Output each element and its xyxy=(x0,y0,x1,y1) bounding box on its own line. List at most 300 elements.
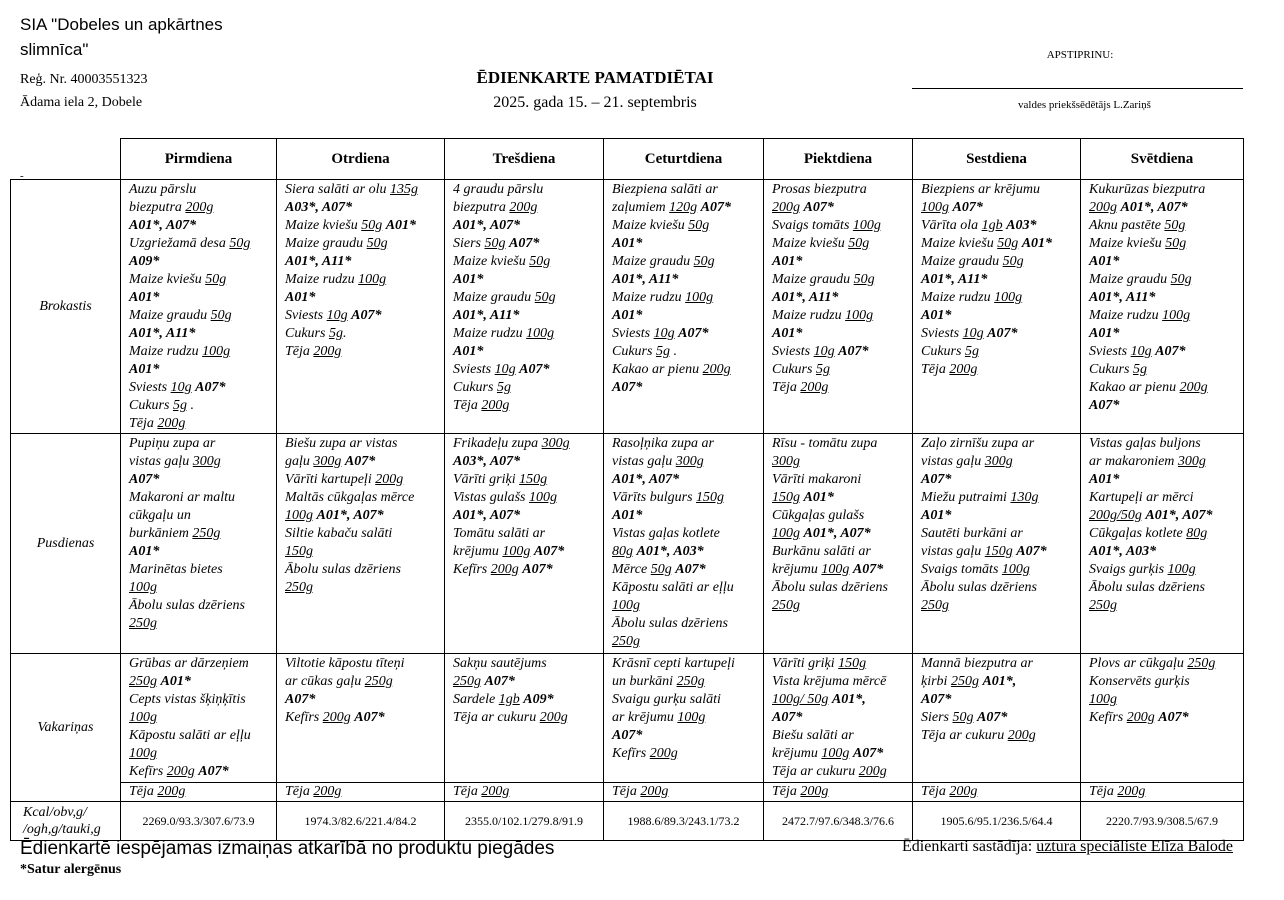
menu-line xyxy=(1089,217,1239,235)
meal-label: Brokastis xyxy=(11,180,121,434)
dish-text: Maize rudzu xyxy=(612,290,686,305)
nutrition-value: 2472.7/97.6/348.3/76.6 xyxy=(764,802,913,841)
portion-size: 200g xyxy=(490,562,519,577)
portion-size: 250g xyxy=(921,598,949,613)
allergen-code: A01*, A11* xyxy=(129,326,196,341)
portion-size: 5g xyxy=(1132,362,1147,377)
dish-text: Vārīti griķi xyxy=(772,656,839,671)
menu-line xyxy=(921,325,1076,343)
dish-text: Svaigs tomāts xyxy=(921,562,1002,577)
dish-text: Grūbas ar dārzeņiem xyxy=(129,656,249,671)
menu-line xyxy=(1089,507,1239,525)
portion-size: 50g xyxy=(1164,218,1186,233)
dish-text: Cūkgaļas kotlete xyxy=(1089,526,1187,541)
menu-line xyxy=(285,673,440,691)
portion-size: 10g xyxy=(653,326,675,341)
menu-line xyxy=(772,217,908,235)
meal-label: Pusdienas xyxy=(11,434,121,654)
menu-cell xyxy=(445,180,604,434)
menu-cell xyxy=(913,434,1081,654)
menu-line xyxy=(129,543,272,561)
portion-size: 200g xyxy=(375,472,404,487)
menu-line xyxy=(612,633,759,651)
dish-text: cūkgaļu un xyxy=(129,508,191,523)
portion-size: 100g xyxy=(994,290,1023,305)
portion-size: 10g xyxy=(494,362,516,377)
tea-text: Tēja xyxy=(921,784,950,799)
menu-table xyxy=(10,138,1244,841)
nutrition-label xyxy=(11,802,121,841)
dish-text: Maize rudzu xyxy=(921,290,995,305)
dish-text: Tēja xyxy=(285,344,314,359)
menu-cell xyxy=(1081,654,1244,783)
menu-cell xyxy=(445,654,604,783)
dish-text: Biešu salāti ar xyxy=(772,728,854,743)
menu-line xyxy=(129,745,272,763)
menu-line xyxy=(612,655,759,673)
allergen-code: A07* xyxy=(977,710,1008,725)
dish-text: Kāpostu salāti ar eļļu xyxy=(129,728,251,743)
dish-text: Maize rudzu xyxy=(772,308,846,323)
allergen-code: A07* xyxy=(129,472,160,487)
portion-size: 100g xyxy=(852,218,881,233)
menu-line xyxy=(129,343,272,361)
dish-text: Kāpostu salāti ar eļļu xyxy=(612,580,734,595)
portion-size: 100g xyxy=(821,746,850,761)
allergen-code: A07* xyxy=(852,562,884,577)
dish-text: Mērce xyxy=(612,562,651,577)
allergen-code: A07* xyxy=(675,562,706,577)
menu-line xyxy=(285,253,440,271)
changes-note: Ēdienkartē iespējamas izmaiņas atkarībā no produktu piegādes xyxy=(20,838,555,859)
portion-size: 250g xyxy=(192,526,221,541)
portion-size: 250g xyxy=(129,616,157,631)
dish-text: burkāniem xyxy=(129,526,193,541)
dish-text: Maize kviešu xyxy=(1089,236,1166,251)
dish-text: Uzgriežamā desa xyxy=(129,236,230,251)
allergen-code: A07* xyxy=(772,710,803,725)
portion-size: 130g xyxy=(1010,490,1039,505)
menu-line xyxy=(453,361,599,379)
portion-size: 250g xyxy=(950,674,979,689)
allergen-note: *Satur alergēnus xyxy=(20,862,122,877)
dish-text: ar cūkas gaļu xyxy=(285,674,365,689)
dish-text: Biezpiena salāti ar xyxy=(612,182,718,197)
dish-text: Prosas biezputra xyxy=(772,182,867,197)
menu-line xyxy=(453,325,599,343)
tea-amount: 200g xyxy=(800,784,829,799)
menu-cell xyxy=(913,654,1081,783)
nutrition-value: 1988.6/89.3/243.1/73.2 xyxy=(604,802,764,841)
portion-size: 80g xyxy=(1186,526,1208,541)
menu-line xyxy=(129,379,272,397)
allergen-code: A07* xyxy=(354,710,385,725)
dish-text: Burkānu salāti ar xyxy=(772,544,871,559)
day-header-row xyxy=(11,139,1244,180)
menu-line xyxy=(285,199,440,217)
allergen-code: A01*, A07* xyxy=(1120,200,1188,215)
menu-line xyxy=(612,489,759,507)
menu-line xyxy=(612,597,759,615)
evening-tea-cell xyxy=(445,783,604,802)
portion-size: 200g xyxy=(800,380,829,395)
menu-line xyxy=(1089,655,1239,673)
menu-line xyxy=(612,253,759,271)
menu-line xyxy=(1089,525,1239,543)
menu-line xyxy=(453,253,599,271)
dish-text: Sviests xyxy=(285,308,327,323)
allergen-code: A01* xyxy=(612,508,643,523)
portion-size: 200g xyxy=(949,362,978,377)
dish-text: biezputra xyxy=(453,200,510,215)
portion-size: 300g xyxy=(675,454,704,469)
menu-line xyxy=(1089,435,1239,453)
allergen-code: A01* xyxy=(453,344,484,359)
allergen-code: A01* xyxy=(921,508,952,523)
portion-size: 50g xyxy=(650,562,672,577)
allergen-code: A01* xyxy=(129,290,160,305)
dish-text: Konservēts gurķis xyxy=(1089,674,1190,689)
allergen-code: A07* xyxy=(1089,398,1120,413)
portion-size: 120g xyxy=(669,200,698,215)
portion-size: 50g xyxy=(366,236,388,251)
menu-line xyxy=(1089,709,1239,727)
allergen-code: A01*, A03* xyxy=(636,544,704,559)
allergen-code: A09* xyxy=(523,692,554,707)
compiled-by-name: uztura speciāliste Elīza Balode xyxy=(1036,838,1233,855)
dish-text: Maize kviešu xyxy=(921,236,998,251)
allergen-code: A07* xyxy=(1155,344,1186,359)
dish-text: Biešu zupa ar vistas xyxy=(285,436,398,451)
allergen-code: A01* xyxy=(612,236,643,251)
menu-line xyxy=(129,307,272,325)
menu-line xyxy=(921,543,1076,561)
tea-amount: 200g xyxy=(157,784,186,799)
menu-line xyxy=(1089,597,1239,615)
tea-text: Tēja xyxy=(453,784,482,799)
menu-line xyxy=(1089,379,1239,397)
menu-line xyxy=(1089,343,1239,361)
menu-line xyxy=(129,691,272,709)
menu-line xyxy=(453,397,599,415)
portion-size: 50g xyxy=(361,218,383,233)
allergen-code: A01* xyxy=(160,674,191,689)
portion-size: 250g xyxy=(364,674,393,689)
portion-size: 100g xyxy=(1162,308,1191,323)
allergen-code: A01*, A11* xyxy=(612,272,679,287)
menu-line xyxy=(129,525,272,543)
menu-line xyxy=(1089,271,1239,289)
allergen-code: A07* xyxy=(921,692,952,707)
menu-line xyxy=(612,543,759,561)
menu-cell xyxy=(445,434,604,654)
allergen-code: A01*, A07* xyxy=(453,218,521,233)
dish-text: Kefīrs xyxy=(612,746,650,761)
allergen-code: A07* xyxy=(612,728,643,743)
dish-text: Ābolu sulas dzēriens xyxy=(772,580,888,595)
menu-line xyxy=(612,525,759,543)
portion-size: 10g xyxy=(1130,344,1152,359)
menu-line xyxy=(772,235,908,253)
allergen-code: A07* xyxy=(987,326,1018,341)
dish-text: Cepts vistas šķiņķītis xyxy=(129,692,246,707)
portion-size: 100g xyxy=(612,598,640,613)
allergen-code: A01* xyxy=(129,544,160,559)
menu-line xyxy=(285,655,440,673)
dish-text: Maize rudzu xyxy=(1089,308,1163,323)
portion-size: 200g xyxy=(509,200,538,215)
dish-text: Tēja ar cukuru xyxy=(772,764,859,779)
menu-line xyxy=(921,307,1076,325)
dish-text: ķirbi xyxy=(921,674,951,689)
menu-cell xyxy=(764,434,913,654)
allergen-code: A01*, A07* xyxy=(1145,508,1213,523)
dish-text: Sviests xyxy=(1089,344,1131,359)
allergen-code: A01* xyxy=(921,308,952,323)
allergen-code: A07* xyxy=(522,562,553,577)
menu-line xyxy=(453,343,599,361)
allergen-code: A07* xyxy=(700,200,732,215)
menu-line xyxy=(772,543,908,561)
portion-size: 50g xyxy=(693,254,715,269)
dish-text: Tēja xyxy=(453,398,482,413)
allergen-code: A07* xyxy=(344,454,376,469)
menu-line xyxy=(921,471,1076,489)
dish-text: Vārīti kartupeļi xyxy=(285,472,376,487)
portion-size: 5g xyxy=(655,344,670,359)
menu-line xyxy=(129,453,272,471)
menu-line xyxy=(921,253,1076,271)
dish-text: Siera salāti ar olu xyxy=(285,182,391,197)
approval-label: APSTIPRINU: xyxy=(1046,49,1114,61)
allergen-code: A01*, A11* xyxy=(453,308,520,323)
evening-tea-cell xyxy=(764,783,913,802)
dish-text: 4 graudu pārslu xyxy=(453,182,544,197)
dish-text: Ābolu sulas dzēriens xyxy=(285,562,401,577)
portion-size: 100g xyxy=(528,490,557,505)
menu-line xyxy=(772,343,908,361)
menu-line xyxy=(285,561,440,579)
evening-tea-cell xyxy=(604,783,764,802)
menu-line xyxy=(921,181,1076,199)
menu-line xyxy=(772,289,908,307)
allergen-code: A03*, A07* xyxy=(285,200,353,215)
portion-size: 200g xyxy=(539,710,568,725)
stray-mark: - xyxy=(20,170,24,182)
menu-line xyxy=(1089,307,1239,325)
day-header: Ceturtdiena xyxy=(604,139,764,180)
tea-amount: 200g xyxy=(640,784,669,799)
menu-line xyxy=(285,525,440,543)
portion-size: 300g xyxy=(192,454,221,469)
menu-line xyxy=(129,763,272,781)
menu-cell xyxy=(764,654,913,783)
dish-text: Kefīrs xyxy=(129,764,167,779)
dish-text: Maize graudu xyxy=(921,254,1003,269)
menu-line xyxy=(129,235,272,253)
portion-size: 50g xyxy=(952,710,974,725)
dish-text: Cukurs xyxy=(129,398,173,413)
menu-line xyxy=(285,325,440,343)
dish-text: Sviests xyxy=(612,326,654,341)
portion-size: 200g xyxy=(481,398,510,413)
menu-line xyxy=(285,691,440,709)
menu-line xyxy=(612,289,759,307)
dish-text: Cukurs xyxy=(1089,362,1133,377)
allergen-code: A07* xyxy=(509,236,540,251)
dish-text: Viltotie kāpostu tīteņi xyxy=(285,656,405,671)
allergen-code: A01*, A07* xyxy=(453,508,521,523)
dish-text: Maize graudu xyxy=(612,254,694,269)
menu-line xyxy=(453,289,599,307)
portion-size: 200g xyxy=(772,200,800,215)
menu-line xyxy=(772,745,908,763)
allergen-code: A07* xyxy=(852,746,884,761)
menu-line xyxy=(285,489,440,507)
allergen-code: A07* xyxy=(1016,544,1047,559)
dish-text: Vārīti griķi xyxy=(453,472,520,487)
menu-line xyxy=(612,471,759,489)
menu-line xyxy=(921,453,1076,471)
allergen-code: A07* xyxy=(519,362,550,377)
allergen-code: A03*, A07* xyxy=(453,454,521,469)
menu-line xyxy=(612,709,759,727)
allergen-code: A07* xyxy=(1158,710,1189,725)
allergen-code: A01* xyxy=(612,308,643,323)
dish-text: Maize rudzu xyxy=(453,326,527,341)
evening-tea-row xyxy=(11,783,1244,802)
dish-text: Sviests xyxy=(129,380,171,395)
dish-text: Maize graudu xyxy=(1089,272,1171,287)
menu-line xyxy=(453,181,599,199)
menu-line xyxy=(285,307,440,325)
portion-size: 300g xyxy=(313,454,342,469)
menu-line xyxy=(129,579,272,597)
dish-text: Sviests xyxy=(772,344,814,359)
portion-size: 100g xyxy=(1001,562,1030,577)
compiled-by-label: Ēdienkarti sastādīja: xyxy=(902,838,1037,855)
dish-text: ar makaroniem xyxy=(1089,454,1178,469)
portion-size: 100g xyxy=(202,344,231,359)
menu-line xyxy=(921,561,1076,579)
portion-size: 200g xyxy=(649,746,678,761)
portion-size: 80g xyxy=(612,544,633,559)
portion-size: 100g xyxy=(1089,692,1117,707)
dish-text: Sakņu sautējums xyxy=(453,656,547,671)
menu-line xyxy=(129,199,272,217)
portion-size: 100g xyxy=(526,326,555,341)
allergen-code: A01*, A03* xyxy=(1089,544,1157,559)
menu-line xyxy=(772,673,908,691)
menu-line xyxy=(1089,691,1239,709)
dish-text: krējumu xyxy=(772,562,822,577)
dish-text: Maize rudzu xyxy=(129,344,203,359)
portion-size: 100g xyxy=(685,290,714,305)
menu-cell xyxy=(277,434,445,654)
nutrition-row xyxy=(11,802,1244,841)
menu-line xyxy=(1089,561,1239,579)
menu-cell xyxy=(604,434,764,654)
document-title: ĒDIENKARTE PAMATDIĒTAI xyxy=(476,68,714,87)
portion-size: 5g xyxy=(172,398,187,413)
dish-text: Marinētas bietes xyxy=(129,562,223,577)
menu-line xyxy=(285,217,440,235)
portion-size: 200g xyxy=(1126,710,1155,725)
menu-line xyxy=(453,709,599,727)
menu-cell xyxy=(604,180,764,434)
portion-size: 100g xyxy=(772,526,800,541)
dish-text: Sautēti burkāni ar xyxy=(921,526,1023,541)
menu-line xyxy=(921,709,1076,727)
dish-text: Maize graudu xyxy=(285,236,367,251)
menu-line xyxy=(129,561,272,579)
tea-amount: 200g xyxy=(313,784,342,799)
menu-line xyxy=(612,271,759,289)
tea-text: Tēja xyxy=(129,784,158,799)
allergen-code: A07* xyxy=(285,692,316,707)
menu-line xyxy=(612,307,759,325)
signature-line xyxy=(912,88,1243,89)
dish-text: Cukurs xyxy=(772,362,816,377)
menu-line xyxy=(453,489,599,507)
menu-line xyxy=(129,727,272,745)
allergen-code: A01* xyxy=(772,254,803,269)
menu-line xyxy=(772,361,908,379)
dish-text: zaļumiem xyxy=(612,200,670,215)
menu-line xyxy=(772,691,908,709)
portion-size: 5g xyxy=(815,362,830,377)
portion-size: 10g xyxy=(170,380,192,395)
menu-line xyxy=(1089,199,1239,217)
dish-text: Sardele xyxy=(453,692,499,707)
menu-line xyxy=(772,579,908,597)
portion-size: 5g xyxy=(328,326,343,341)
menu-line xyxy=(921,597,1076,615)
dish-text: Svaigs gurķis xyxy=(1089,562,1168,577)
nutrition-value: 2355.0/102.1/279.8/91.9 xyxy=(445,802,604,841)
menu-line xyxy=(453,199,599,217)
allergen-code: A07* xyxy=(612,380,643,395)
dish-text: Vārīti makaroni xyxy=(772,472,862,487)
menu-line xyxy=(921,289,1076,307)
menu-line xyxy=(772,763,908,781)
allergen-code: A01* xyxy=(1089,326,1120,341)
menu-line xyxy=(453,543,599,561)
menu-line xyxy=(1089,235,1239,253)
header-corner xyxy=(11,139,121,180)
menu-cell xyxy=(277,180,445,434)
menu-line xyxy=(921,343,1076,361)
menu-line xyxy=(1089,543,1239,561)
menu-line xyxy=(1089,673,1239,691)
dish-text: Tēja xyxy=(921,362,950,377)
menu-line xyxy=(772,271,908,289)
portion-size: 150g xyxy=(838,656,867,671)
allergen-code: A07* xyxy=(921,472,952,487)
menu-cell xyxy=(1081,434,1244,654)
portion-size: 50g xyxy=(853,272,875,287)
menu-line xyxy=(921,199,1076,217)
menu-line xyxy=(285,343,440,361)
menu-line xyxy=(285,471,440,489)
portion-size: 300g xyxy=(984,454,1013,469)
portion-size: 200g xyxy=(157,416,186,431)
dish-text: . xyxy=(669,344,677,359)
menu-line xyxy=(453,471,599,489)
evening-tea-cell xyxy=(1081,783,1244,802)
menu-line xyxy=(453,673,599,691)
day-header: Pirmdiena xyxy=(121,139,277,180)
